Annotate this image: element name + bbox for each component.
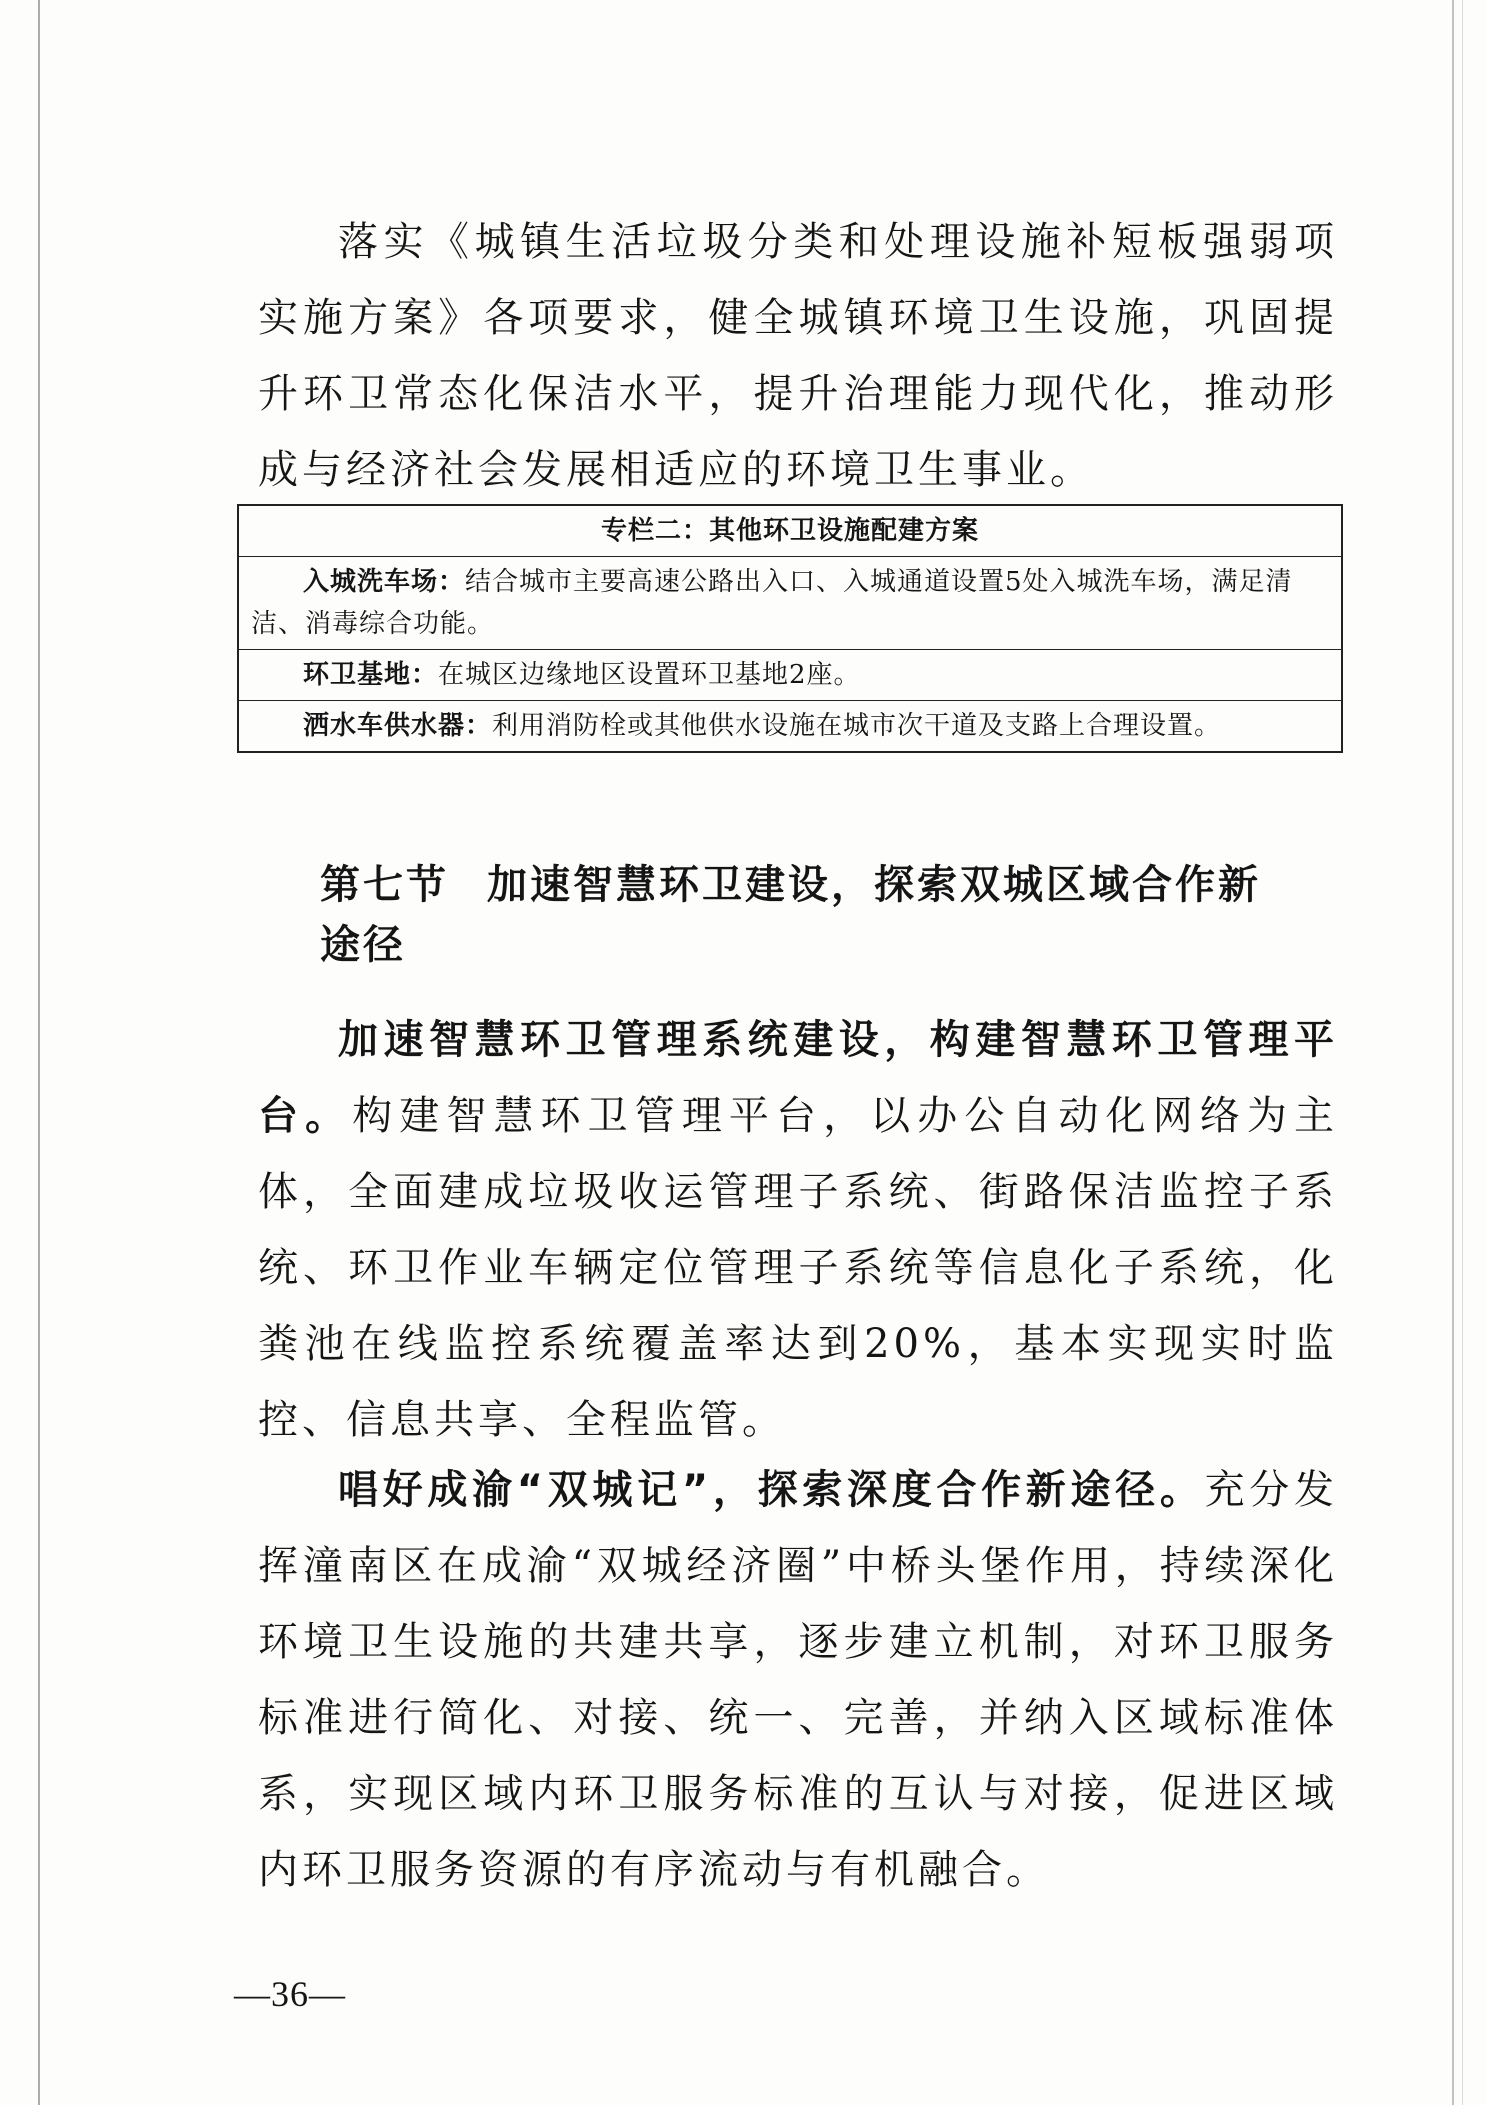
box-row-text: 利用消防栓或其他供水设施在城市次干道及支路上合理设置。 (492, 711, 1222, 741)
box-row-label: 入城洗车场： (303, 567, 466, 597)
scan-edge-right (1452, 0, 1454, 2105)
paragraph-lead: 加速智慧环卫管理系统建设，构建智慧环卫管理平台。 (258, 1017, 1338, 1139)
section-title-text: 加速智慧环卫建设，探索双城区域合作新途径 (320, 862, 1261, 968)
section-heading (320, 855, 1280, 975)
section-number: 第七节 (320, 862, 449, 908)
box-row-car-wash (239, 556, 1341, 649)
scan-edge-right-inner (1462, 0, 1463, 2105)
paragraph-smart-sanitation (258, 1002, 1338, 1458)
paragraph-implementation-plan: 落实《城镇生活垃圾分类和处理设施补短板强弱项实施方案》各项要求，健全城镇环境卫生设施，巩固提升环卫常态化保洁水平，提升治理能力现代化，推动形成与经济社会发展相适应的环境卫生事业。 (258, 219, 1338, 493)
box-row-label: 环卫基地： (303, 660, 439, 690)
box-row-label: 洒水车供水器： (303, 711, 493, 741)
paragraph-lead: 唱好成渝“双城记”，探索深度合作新途径。 (338, 1467, 1205, 1513)
page-number: —36— (234, 1974, 346, 2014)
box-row-text: 结合城市主要高速公路出入口、入城通道设置5处入城洗车场，满足清洁、消毒综合功能。 (251, 567, 1293, 639)
paragraph-body: 充分发挥潼南区在成渝“双城经济圈”中桥头堡作用，持续深化环境卫生设施的共建共享，逐步建立机制，对环卫服务标准进行简化、对接、统一、完善，并纳入区域标准体系，实现区域内环卫服务标准的互认与对接，促进区域内环卫服务资源的有序流动与有机融合。 (258, 1467, 1339, 1893)
box-row-sanitation-base (239, 649, 1341, 700)
sidebar-box-sanitation-facilities (237, 504, 1343, 753)
box-row-text: 在城区边缘地区设置环卫基地2座。 (438, 660, 861, 690)
box-title: 专栏二：其他环卫设施配建方案 (600, 516, 979, 546)
paragraph-regional-cooperation (258, 1452, 1338, 1908)
paragraph-body: 构建智慧环卫管理平台，以办公自动化网络为主体，全面建成垃圾收运管理子系统、街路保洁监控子系统、环卫作业车辆定位管理子系统等信息化子系统，化粪池在线监控系统覆盖率达到20%，基本实现实时监控、信息共享、全程监管。 (258, 1093, 1339, 1443)
box-row-water-supply (239, 700, 1341, 751)
scan-edge-left (38, 0, 40, 2105)
